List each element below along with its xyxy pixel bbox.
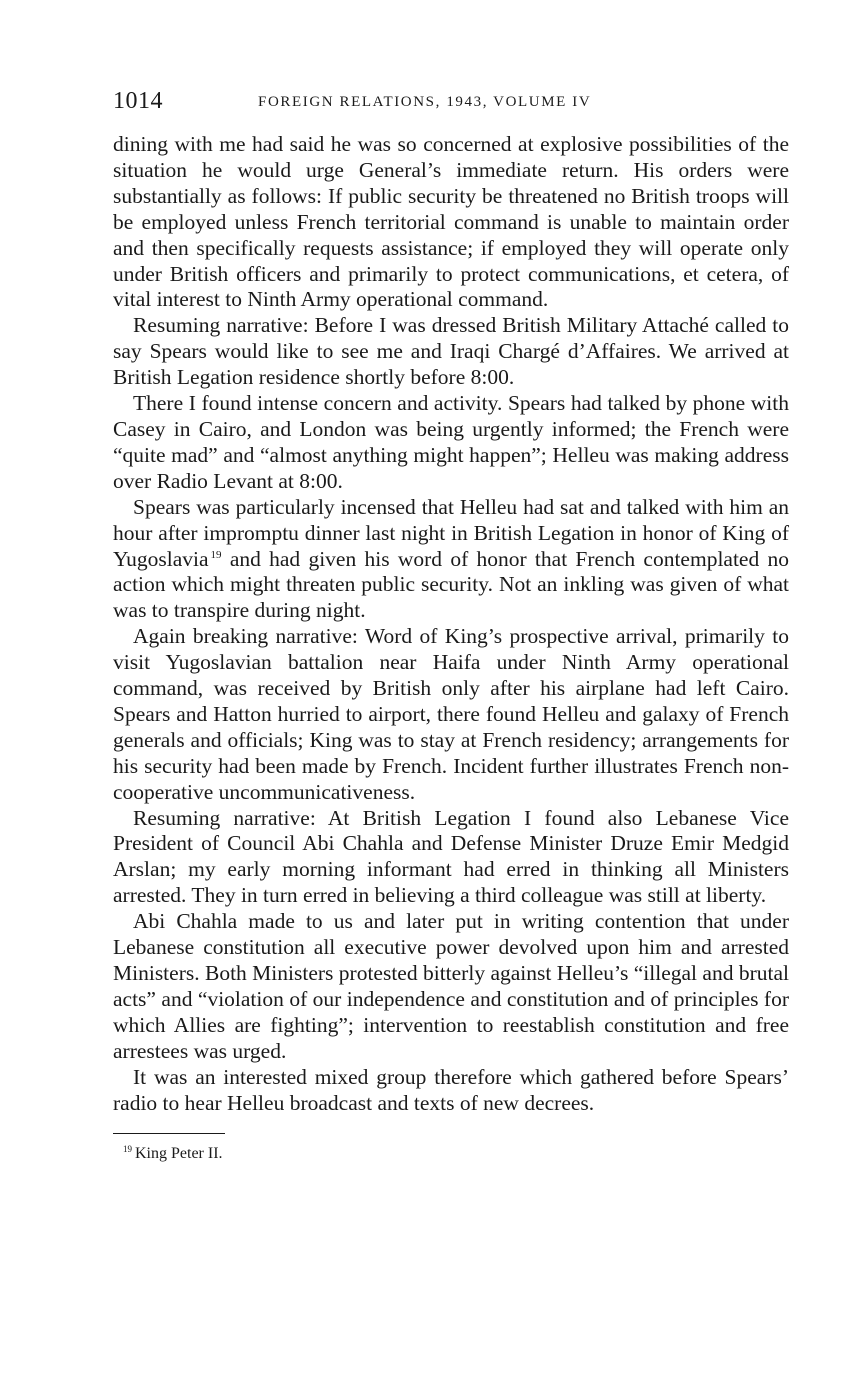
page-header [113, 88, 789, 122]
paragraph: Resuming narrative: Before I was dressed British Military Attaché called to say Spears would like to see me and Iraqi Chargé d’Affaires. We arrived at British Legation residence shortly before 8:00. [113, 313, 789, 390]
footnote-text: King Peter II. [135, 1145, 223, 1163]
footnote-mark: 19 [123, 1144, 132, 1155]
footnote-divider [113, 1133, 225, 1134]
paragraph: Abi Chahla made to us and later put in writing contention that under Lebanese constitution all executive power devolved upon him and arrested Ministers. Both Ministers protested bitterly against Helleu’s “illegal and brutal acts” and “violation of our independence and constitution and of principles for which Allies are fighting”; intervention to reestablish constitution and free arrestees was urged. [113, 909, 789, 1063]
footnote-reference: 19 [210, 548, 222, 561]
page [113, 88, 789, 1163]
page-number: 1014 [113, 88, 163, 114]
paragraph: There I found intense concern and activity. Spears had talked by phone with Casey in Cairo, and London was being urgently informed; the French were “quite mad” and “almost anything might happen”; Helleu was making address over Radio Levant at 8:00. [113, 391, 789, 493]
paragraph: Resuming narrative: At British Legation I found also Lebanese Vice President of Council Abi Chahla and Defense Minister Druze Emir Medgid Arslan; my early morning informant had erred in thinking all Ministers arrested. They in turn erred in believing a third colleague was still at liberty. [113, 805, 789, 908]
paragraph [113, 495, 789, 625]
paragraph: dining with me had said he was so concerned at explosive possibilities of the situation he would urge General’s immediate return. His orders were substantially as follows: If public security be threatened no British troops will be employed unless French territorial command is unable to maintain order and then specifically requests assistance; if employed they will operate only under British officers and primarily to protect communications, et cetera, of vital interest to Ninth Army operational command. [113, 132, 789, 312]
paragraph-text: Spears was particularly incensed that Helleu had sat and talked with him an hour after impromptu dinner last night in British Legation in honor of King of Yugoslavia [113, 494, 789, 571]
paragraph-text: and had given his word of honor that French contemplated no action which might threaten public security. Not an inkling was given of what was to transpire during night. [113, 546, 789, 623]
paragraph: It was an interested mixed group therefore which gathered before Spears’ radio to hear Helleu broadcast and texts of new decrees. [113, 1064, 789, 1115]
footnote [123, 1144, 789, 1163]
running-title: FOREIGN RELATIONS, 1943, VOLUME IV [258, 94, 592, 110]
body-text [113, 132, 789, 1116]
paragraph: Again breaking narrative: Word of King’s prospective arrival, primarily to visit Yugoslavian battalion near Haifa under Ninth Army operational command, was received by British only after his airplane had left Cairo. Spears and Hatton hurried to airport, there found Helleu and galaxy of French generals and officials; King was to stay at French residency; arrangements for his security had been made by French. Incident further illustrates French non-cooperative uncommunicativeness. [113, 624, 789, 804]
